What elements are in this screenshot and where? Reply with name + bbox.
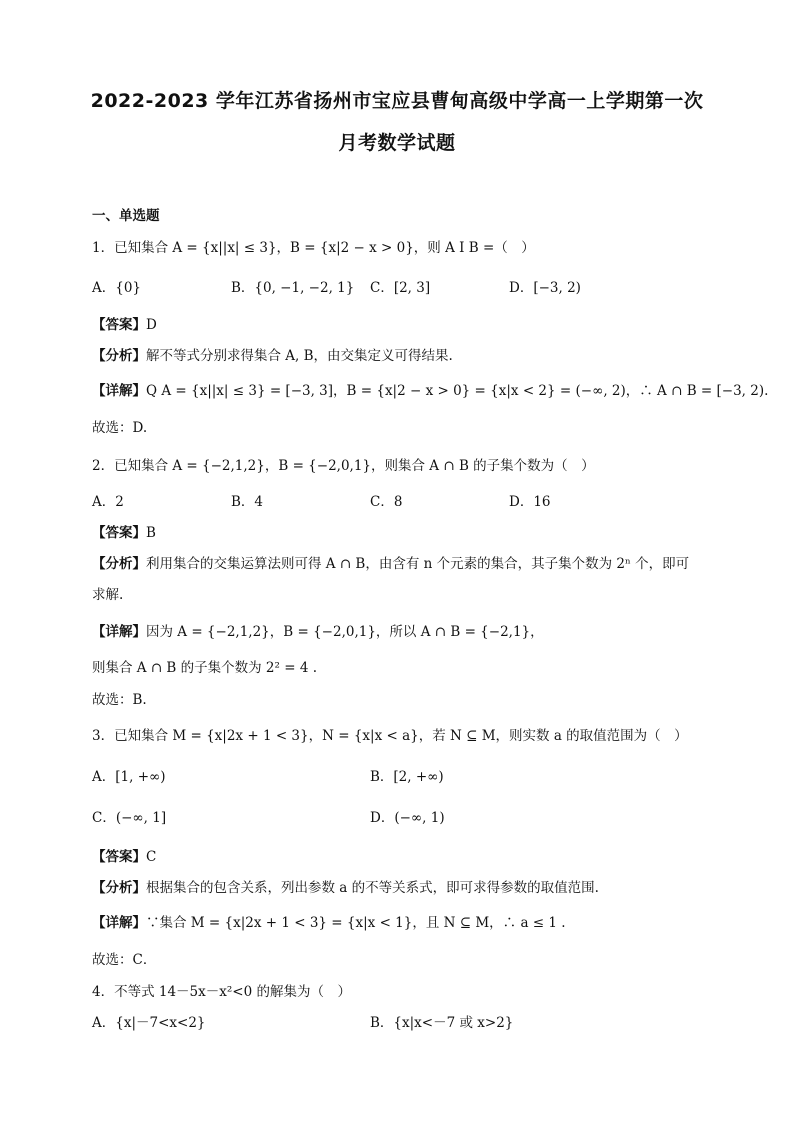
q3-analysis-row xyxy=(92,876,599,896)
q3-choice: 故选：C． xyxy=(92,952,157,968)
analysis-tag: 【分析】 xyxy=(92,880,146,896)
q1-option-b: B．{0, −1, −2, 1} xyxy=(231,280,355,296)
q3-option-a: A．[1, +∞) xyxy=(92,769,166,785)
q2-answer-row xyxy=(92,521,156,541)
q3-option-c: C．(−∞, 1] xyxy=(92,810,167,826)
q1-detail-row xyxy=(92,379,768,399)
q2-detail: 因为 A = {−2,1,2}，B = {−2,0,1}，所以 A ∩ B = {−2,1}， xyxy=(146,624,544,640)
q3-option-d: D．(−∞, 1) xyxy=(370,810,445,826)
answer-tag: 【答案】 xyxy=(92,317,146,333)
q1-answer-row xyxy=(92,313,157,333)
q2-option-a: A．2 xyxy=(92,494,124,510)
q1-analysis-row xyxy=(92,344,453,364)
q2-analysis: 利用集合的交集运算法则可得 A ∩ B，由含有 n 个元素的集合，其子集个数为 2ⁿ 个，即可 xyxy=(146,556,690,572)
q4-stem: 4．不等式 14－5x－x²<0 的解集为（ ） xyxy=(92,984,351,1000)
q1-choice: 故选：D. xyxy=(92,420,148,436)
q2-option-b: B．4 xyxy=(231,494,264,510)
page-title-line-2: 月考数学试题 xyxy=(338,132,456,154)
analysis-tag: 【分析】 xyxy=(92,348,146,364)
q1-answer: D xyxy=(146,317,157,333)
q2-answer: B xyxy=(146,525,156,541)
section-heading: 一、单选题 xyxy=(92,208,160,224)
page-title-line-1: 2022-2023 学年江苏省扬州市宝应县曹甸高级中学高一上学期第一次 xyxy=(90,90,704,112)
q3-answer-row xyxy=(92,845,156,865)
q3-option-b: B．[2, +∞) xyxy=(370,769,444,785)
detail-tag: 【详解】 xyxy=(92,624,146,640)
q3-analysis: 根据集合的包含关系，列出参数 a 的不等关系式，即可求得参数的取值范围. xyxy=(146,880,599,896)
q3-detail-row xyxy=(92,911,566,931)
q2-detail-row xyxy=(92,620,544,640)
q1-option-d: D．[−3, 2) xyxy=(509,280,581,296)
q3-detail: ∵集合 M = {x|2x + 1 < 3} = {x|x < 1}，且 N ⊆ M，∴ a ≤ 1 . xyxy=(146,915,566,931)
q2-option-c: C．8 xyxy=(370,494,403,510)
answer-tag: 【答案】 xyxy=(92,849,146,865)
q1-stem: 1．已知集合 A = {x||x| ≤ 3}，B = {x|2 − x > 0}，则 A I B =（ ） xyxy=(92,240,535,256)
detail-tag: 【详解】 xyxy=(92,383,146,399)
q2-choice: 故选：B. xyxy=(92,692,147,708)
q3-answer: C xyxy=(146,849,157,865)
q1-option-a: A．{0} xyxy=(92,280,142,296)
analysis-tag: 【分析】 xyxy=(92,556,146,572)
answer-tag: 【答案】 xyxy=(92,525,146,541)
q2-detail-continued: 则集合 A ∩ B 的子集个数为 2² = 4 . xyxy=(92,660,318,676)
q1-detail: Q A = {x||x| ≤ 3} = [−3, 3]，B = {x|2 − x > 0} = {x|x < 2} = (−∞, 2)，∴ A ∩ B = [−3, 2). xyxy=(146,383,769,399)
q2-option-d: D．16 xyxy=(509,494,551,510)
q4-option-a: A．{x|－7<x<2} xyxy=(92,1015,206,1031)
q2-analysis-row xyxy=(92,552,689,572)
detail-tag: 【详解】 xyxy=(92,915,146,931)
q3-stem: 3．已知集合 M = {x|2x + 1 < 3}，N = {x|x < a}，若 N ⊆ M，则实数 a 的取值范围为（ ） xyxy=(92,728,688,744)
q2-stem: 2．已知集合 A = {−2,1,2}，B = {−2,0,1}，则集合 A ∩ B 的子集个数为（ ） xyxy=(92,458,595,474)
q2-analysis-continued: 求解. xyxy=(92,587,124,603)
q1-analysis: 解不等式分别求得集合 A, B，由交集定义可得结果. xyxy=(146,348,453,364)
q1-option-c: C．[2, 3] xyxy=(370,280,431,296)
q4-option-b: B．{x|x<－7 或 x>2} xyxy=(370,1015,514,1031)
